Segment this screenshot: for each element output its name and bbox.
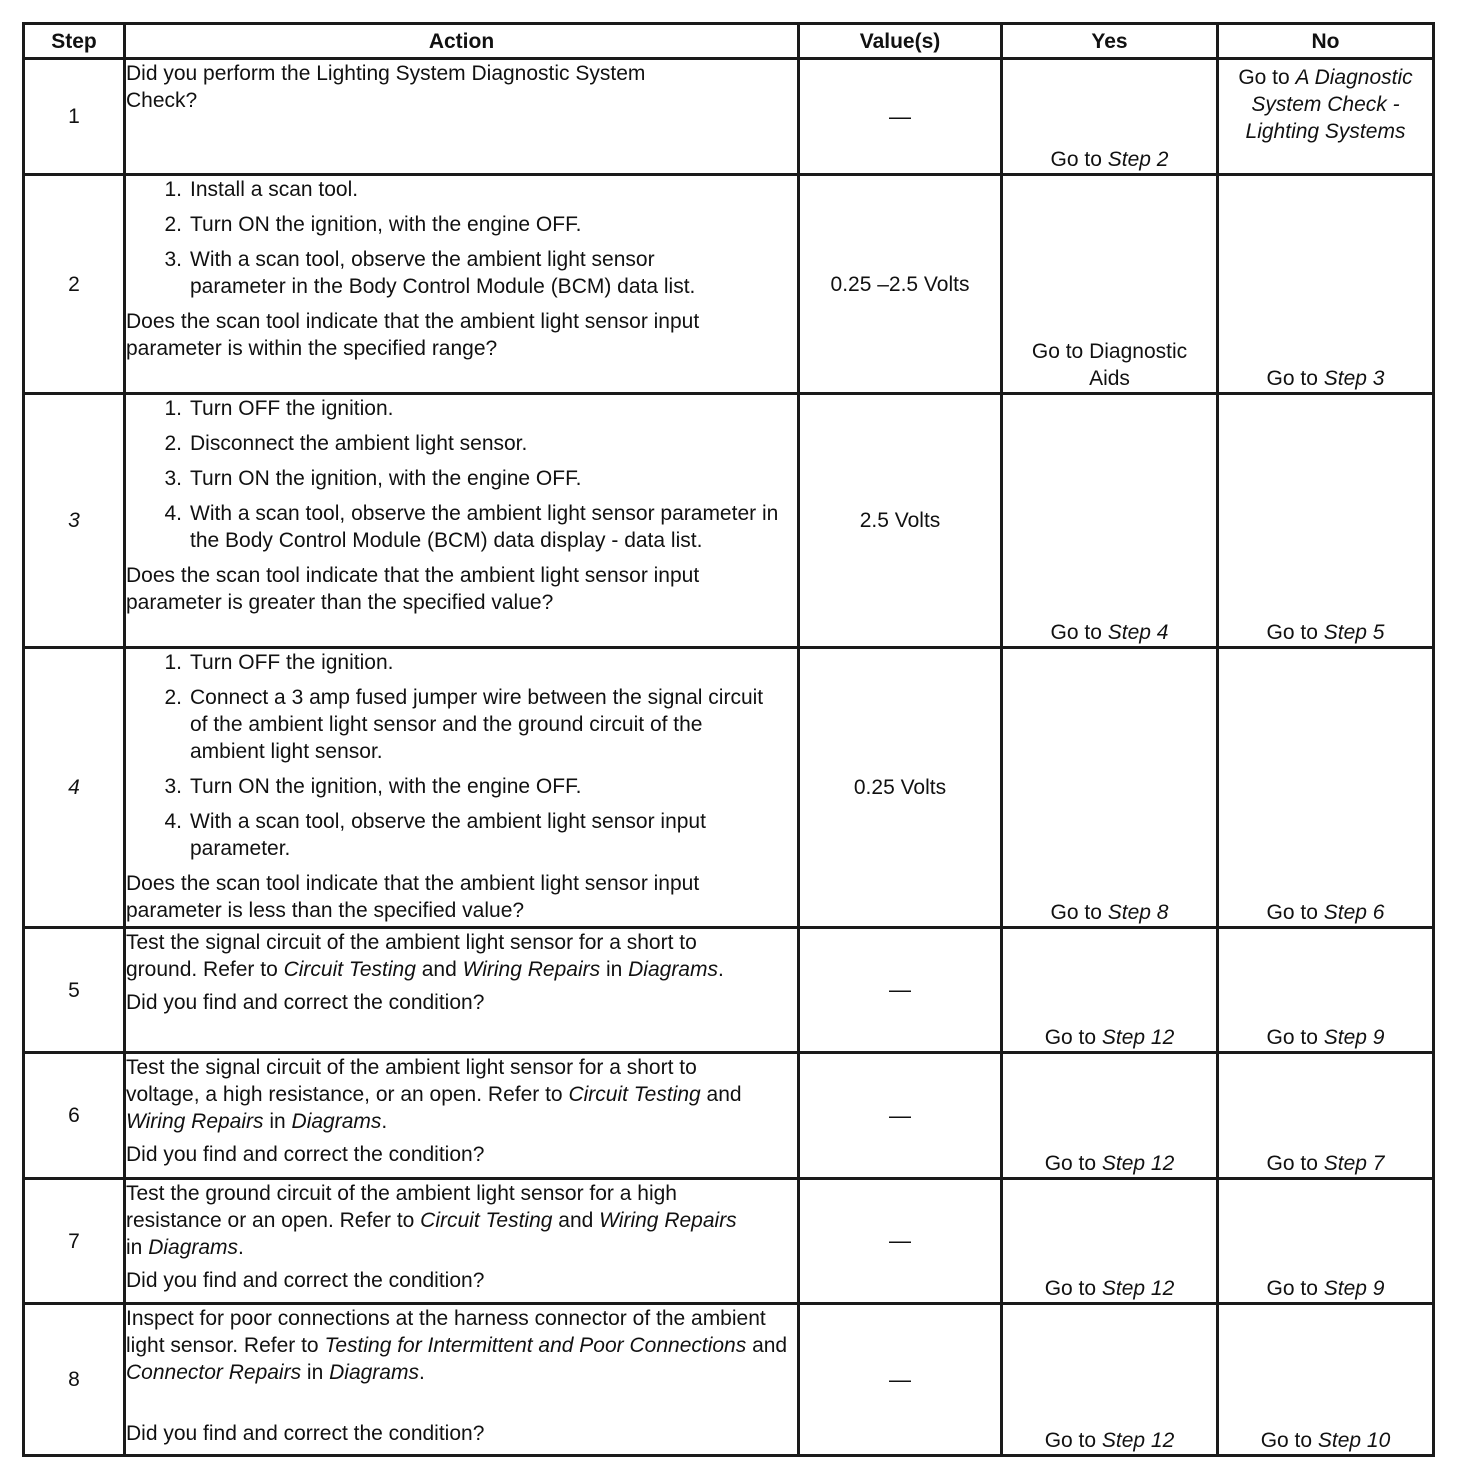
list-item: 4. With a scan tool, observe the ambient light sensor parameter in the Body Control Module (BCM) data display - data list.: [164, 502, 779, 552]
yes-cell: Go to Step 12: [1002, 1179, 1218, 1304]
action-question: Did you find and correct the condition?: [126, 1269, 485, 1292]
action-text: Test the ground circuit of the ambient light sensor for a high resistance or an open. Refer to Circuit Testing and Wiring Repairs in Diagrams.: [126, 1182, 737, 1259]
yes-cell: Go to Step 2: [1002, 59, 1218, 175]
table-row: [24, 394, 1434, 648]
action-cell: [125, 59, 799, 175]
action-cell: [125, 1053, 799, 1179]
step-reference: Step 9: [1323, 1277, 1385, 1300]
table-row: [24, 1053, 1434, 1179]
step-number: 1: [24, 59, 125, 175]
no-cell: Go to Step 6: [1218, 648, 1434, 928]
step-number: 7: [24, 1179, 125, 1304]
list-item: 3. Turn ON the ignition, with the engine OFF.: [164, 775, 582, 798]
value-cell: —: [799, 1179, 1002, 1304]
value-cell: 0.25 Volts: [799, 648, 1002, 928]
action-cell: [125, 175, 799, 394]
step-reference: Step 8: [1107, 901, 1169, 924]
no-cell: Go to Step 10: [1218, 1304, 1434, 1456]
step-reference: Step 12: [1101, 1429, 1175, 1452]
action-text: Test the signal circuit of the ambient light sensor for a short to ground. Refer to Circuit Testing and Wiring Repairs in Diagrams.: [126, 931, 724, 981]
header-row: [24, 24, 1434, 59]
step-reference: Step 10: [1317, 1429, 1391, 1452]
action-question: Did you find and correct the condition?: [126, 1422, 485, 1445]
header-step: Step: [24, 24, 125, 59]
header-no: No: [1218, 24, 1434, 59]
header-action: Action: [125, 24, 799, 59]
list-item: 1. Turn OFF the ignition.: [164, 397, 394, 420]
value-cell: —: [799, 928, 1002, 1053]
action-question: Does the scan tool indicate that the ambient light sensor input parameter is less than the specified value?: [126, 872, 700, 922]
step-reference: Step 5: [1323, 621, 1385, 644]
list-item: 4. With a scan tool, observe the ambient light sensor input parameter.: [164, 810, 706, 860]
list-item: 2. Turn ON the ignition, with the engine OFF.: [164, 213, 582, 236]
action-cell: [125, 1304, 799, 1456]
step-number: 5: [24, 928, 125, 1053]
list-item: 1. Turn OFF the ignition.: [164, 651, 394, 674]
step-reference: Step 2: [1107, 148, 1169, 171]
step-reference: Step 3: [1323, 367, 1385, 390]
action-list: [126, 649, 797, 862]
value-cell: —: [799, 59, 1002, 175]
action-question: Does the scan tool indicate that the ambient light sensor input parameter is within the specified range?: [126, 310, 700, 360]
step-reference: Step 7: [1323, 1152, 1385, 1175]
step-number: 4: [24, 648, 125, 928]
list-item: 1. Install a scan tool.: [164, 178, 359, 201]
step-number: 8: [24, 1304, 125, 1456]
step-number: 2: [24, 175, 125, 394]
action-cell: [125, 928, 799, 1053]
action-cell: [125, 394, 799, 648]
no-cell: Go to Step 7: [1218, 1053, 1434, 1179]
yes-cell: Go to Step 4: [1002, 394, 1218, 648]
table-row: [24, 1304, 1434, 1456]
no-cell: Go to Step 9: [1218, 928, 1434, 1053]
yes-cell: Go to Diagnostic Aids: [1002, 175, 1218, 394]
action-text: Inspect for poor connections at the harness connector of the ambient light sensor. Refer to Testing for Intermittent and Poor Connections and Connector Repairs in Diagrams.: [126, 1307, 788, 1384]
action-cell: [125, 648, 799, 928]
step-reference: Step 12: [1101, 1277, 1175, 1300]
action-list: [126, 176, 797, 300]
action-cell: [125, 1179, 799, 1304]
step-reference: Step 9: [1323, 1026, 1385, 1049]
step-reference: A Diagnostic System Check - Lighting Systems: [1245, 66, 1413, 143]
yes-cell: Go to Step 12: [1002, 1304, 1218, 1456]
header-values: Value(s): [799, 24, 1002, 59]
step-reference: Step 6: [1323, 901, 1385, 924]
value-cell: —: [799, 1053, 1002, 1179]
action-question: Does the scan tool indicate that the ambient light sensor input parameter is greater than the specified value?: [126, 564, 700, 614]
step-reference: Step 12: [1101, 1152, 1175, 1175]
table-row: [24, 648, 1434, 928]
action-question: Did you find and correct the condition?: [126, 991, 485, 1014]
table-row: [24, 928, 1434, 1053]
no-cell: Go to Step 9: [1218, 1179, 1434, 1304]
action-list: [126, 395, 797, 554]
yes-cell: Go to Step 12: [1002, 928, 1218, 1053]
step-number: 3: [24, 394, 125, 648]
action-text: Did you perform the Lighting System Diagnostic System Check?: [126, 62, 646, 112]
action-question: Did you find and correct the condition?: [126, 1143, 485, 1166]
no-cell: Go to Step 3: [1218, 175, 1434, 394]
no-cell: Go to A Diagnostic System Check - Lighting Systems: [1218, 59, 1434, 175]
list-item: 3. Turn ON the ignition, with the engine OFF.: [164, 467, 582, 490]
list-item: 3. With a scan tool, observe the ambient light sensor parameter in the Body Control Module (BCM) data list.: [164, 248, 696, 298]
step-reference: Step 4: [1107, 621, 1169, 644]
action-text: Test the signal circuit of the ambient light sensor for a short to voltage, a high resistance, or an open. Refer to Circuit Testing and Wiring Repairs in Diagrams.: [126, 1056, 742, 1133]
table-row: [24, 175, 1434, 394]
value-cell: 0.25 –2.5 Volts: [799, 175, 1002, 394]
value-cell: —: [799, 1304, 1002, 1456]
step-reference: Step 12: [1101, 1026, 1175, 1049]
list-item: 2. Disconnect the ambient light sensor.: [164, 432, 528, 455]
yes-cell: Go to Step 12: [1002, 1053, 1218, 1179]
no-cell: Go to Step 5: [1218, 394, 1434, 648]
table-row: [24, 59, 1434, 175]
diagnostic-table: [22, 22, 1435, 1457]
value-cell: 2.5 Volts: [799, 394, 1002, 648]
header-yes: Yes: [1002, 24, 1218, 59]
yes-cell: Go to Step 8: [1002, 648, 1218, 928]
table-row: [24, 1179, 1434, 1304]
step-number: 6: [24, 1053, 125, 1179]
list-item: 2. Connect a 3 amp fused jumper wire between the signal circuit of the ambient light sensor and the ground circuit of the ambient light sensor.: [164, 686, 764, 763]
